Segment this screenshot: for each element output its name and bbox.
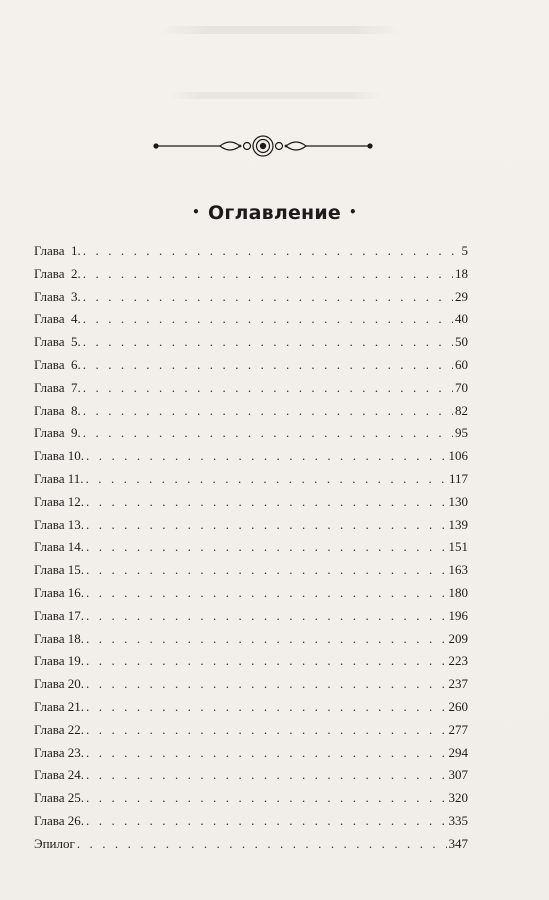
toc-entry-page-number: 209 [448,630,468,646]
toc-entry [34,286,468,309]
toc-entry-label: Глава 24. [34,767,85,783]
toc-entry-label: Глава 20. [34,676,85,692]
toc-entry [34,673,468,696]
toc-leader-dots [86,719,446,742]
toc-entry-page-number: 320 [448,790,468,806]
toc-leader-dots [86,742,446,765]
toc-entry-page-number: 117 [448,470,468,486]
toc-entry-page-number: 82 [455,402,468,418]
toc-entry [34,605,468,628]
toc-leader-dots [86,514,446,537]
toc-entry-page-number: 139 [448,516,468,532]
toc-entry-label: Глава 5. [34,334,81,350]
toc-leader-dots [86,491,446,514]
toc-leader-dots [86,787,446,810]
toc-leader-dots [86,605,446,628]
toc-entry-label: Глава 6. [34,356,81,372]
title-bullet-right: • [348,205,357,219]
toc-leader-dots [86,650,446,673]
toc-leader-dots [86,468,447,491]
toc-entry-page-number: 307 [448,767,468,783]
toc-entry-label: Глава 26. [34,812,85,828]
toc-entry [34,787,468,810]
toc-entry [34,400,468,423]
toc-entry-label: Глава 25. [34,790,85,806]
toc-entry [34,491,468,514]
toc-entry [34,308,468,331]
toc-leader-dots [86,559,446,582]
toc-entry [34,810,468,833]
toc-entry [34,650,468,673]
toc-entry [34,582,468,605]
toc-leader-dots [83,400,453,423]
toc-leader-dots [86,673,446,696]
title-text: Оглавление [208,202,341,224]
toc-entry [34,536,468,559]
toc-entry [34,422,468,445]
toc-leader-dots [86,445,446,468]
toc-entry-label: Глава 4. [34,311,81,327]
toc-entry-page-number: 335 [448,812,468,828]
toc-entry-page-number: 180 [448,584,468,600]
toc-entry-label: Глава 3. [34,288,81,304]
toc-entry-label: Глава 10. [34,448,85,464]
toc-entry [34,263,468,286]
toc-entry-page-number: 70 [455,379,468,395]
toc-entry-page-number: 151 [448,539,468,555]
toc-entry [34,354,468,377]
toc-leader-dots [83,331,453,354]
toc-entry-page-number: 5 [461,243,468,258]
toc-entry [34,445,468,468]
divider-ornament-icon [150,132,376,160]
toc-entry-label: Глава 23. [34,744,85,760]
toc-entry-label: Глава 1. [34,243,81,258]
toc-entry-label: Глава 12. [34,493,85,509]
toc-leader-dots [83,286,453,309]
toc-leader-dots [83,263,453,286]
toc-entry [34,764,468,787]
toc-entry-label: Глава 13. [34,516,85,532]
toc-entry [34,468,468,491]
toc-leader-dots [86,696,446,719]
title-bullet-left: • [192,205,201,219]
bleed-through-ghost-text [170,92,380,99]
toc-leader-dots [86,628,446,651]
toc-leader-dots [86,582,446,605]
toc-entry [34,719,468,742]
toc-entry-page-number: 60 [455,356,468,372]
toc-entry-label: Глава 9. [34,425,81,441]
toc-entry [34,377,468,400]
toc-entry-page-number: 40 [455,311,468,327]
toc-leader-dots [86,764,446,787]
toc-leader-dots [83,422,453,445]
toc-leader-dots [83,308,453,331]
toc-entry-label: Глава 7. [34,379,81,395]
toc-entry-page-number: 237 [448,676,468,692]
toc-entry-page-number: 347 [448,835,468,851]
toc-entry [34,240,468,263]
toc-entry-label: Глава 19. [34,653,85,669]
toc-leader-dots [83,354,453,377]
toc-entry-page-number: 163 [448,562,468,578]
table-of-contents [34,240,468,856]
toc-leader-dots [83,240,456,263]
toc-leader-dots [77,833,447,856]
toc-entry-label: Глава 22. [34,721,85,737]
toc-entry-page-number: 260 [448,698,468,714]
bleed-through-ghost-text [160,26,400,34]
toc-entry-page-number: 18 [455,265,468,281]
page-title [0,202,549,224]
toc-entry-label: Глава 15. [34,562,85,578]
toc-leader-dots [86,536,446,559]
toc-entry [34,331,468,354]
toc-entry-label: Глава 17. [34,607,85,623]
toc-entry-page-number: 95 [455,425,468,441]
toc-entry [34,833,468,856]
toc-entry-page-number: 294 [448,744,468,760]
toc-leader-dots [86,810,446,833]
toc-entry-label: Глава 18. [34,630,85,646]
toc-entry-page-number: 196 [448,607,468,623]
toc-entry-label: Глава 16. [34,584,85,600]
toc-entry-label: Глава 2. [34,265,81,281]
toc-entry [34,628,468,651]
toc-entry [34,742,468,765]
toc-entry-label: Эпилог [34,835,75,851]
toc-entry-page-number: 277 [448,721,468,737]
toc-entry-page-number: 130 [448,493,468,509]
toc-entry [34,696,468,719]
toc-entry-label: Глава 11. [34,470,84,486]
toc-entry [34,559,468,582]
toc-entry-page-number: 106 [448,448,468,464]
toc-entry-page-number: 50 [455,334,468,350]
toc-entry-label: Глава 21. [34,698,85,714]
toc-entry-page-number: 29 [455,288,468,304]
toc-entry-label: Глава 8. [34,402,81,418]
toc-leader-dots [83,377,453,400]
toc-entry-label: Глава 14. [34,539,85,555]
toc-entry [34,514,468,537]
toc-entry-page-number: 223 [448,653,468,669]
